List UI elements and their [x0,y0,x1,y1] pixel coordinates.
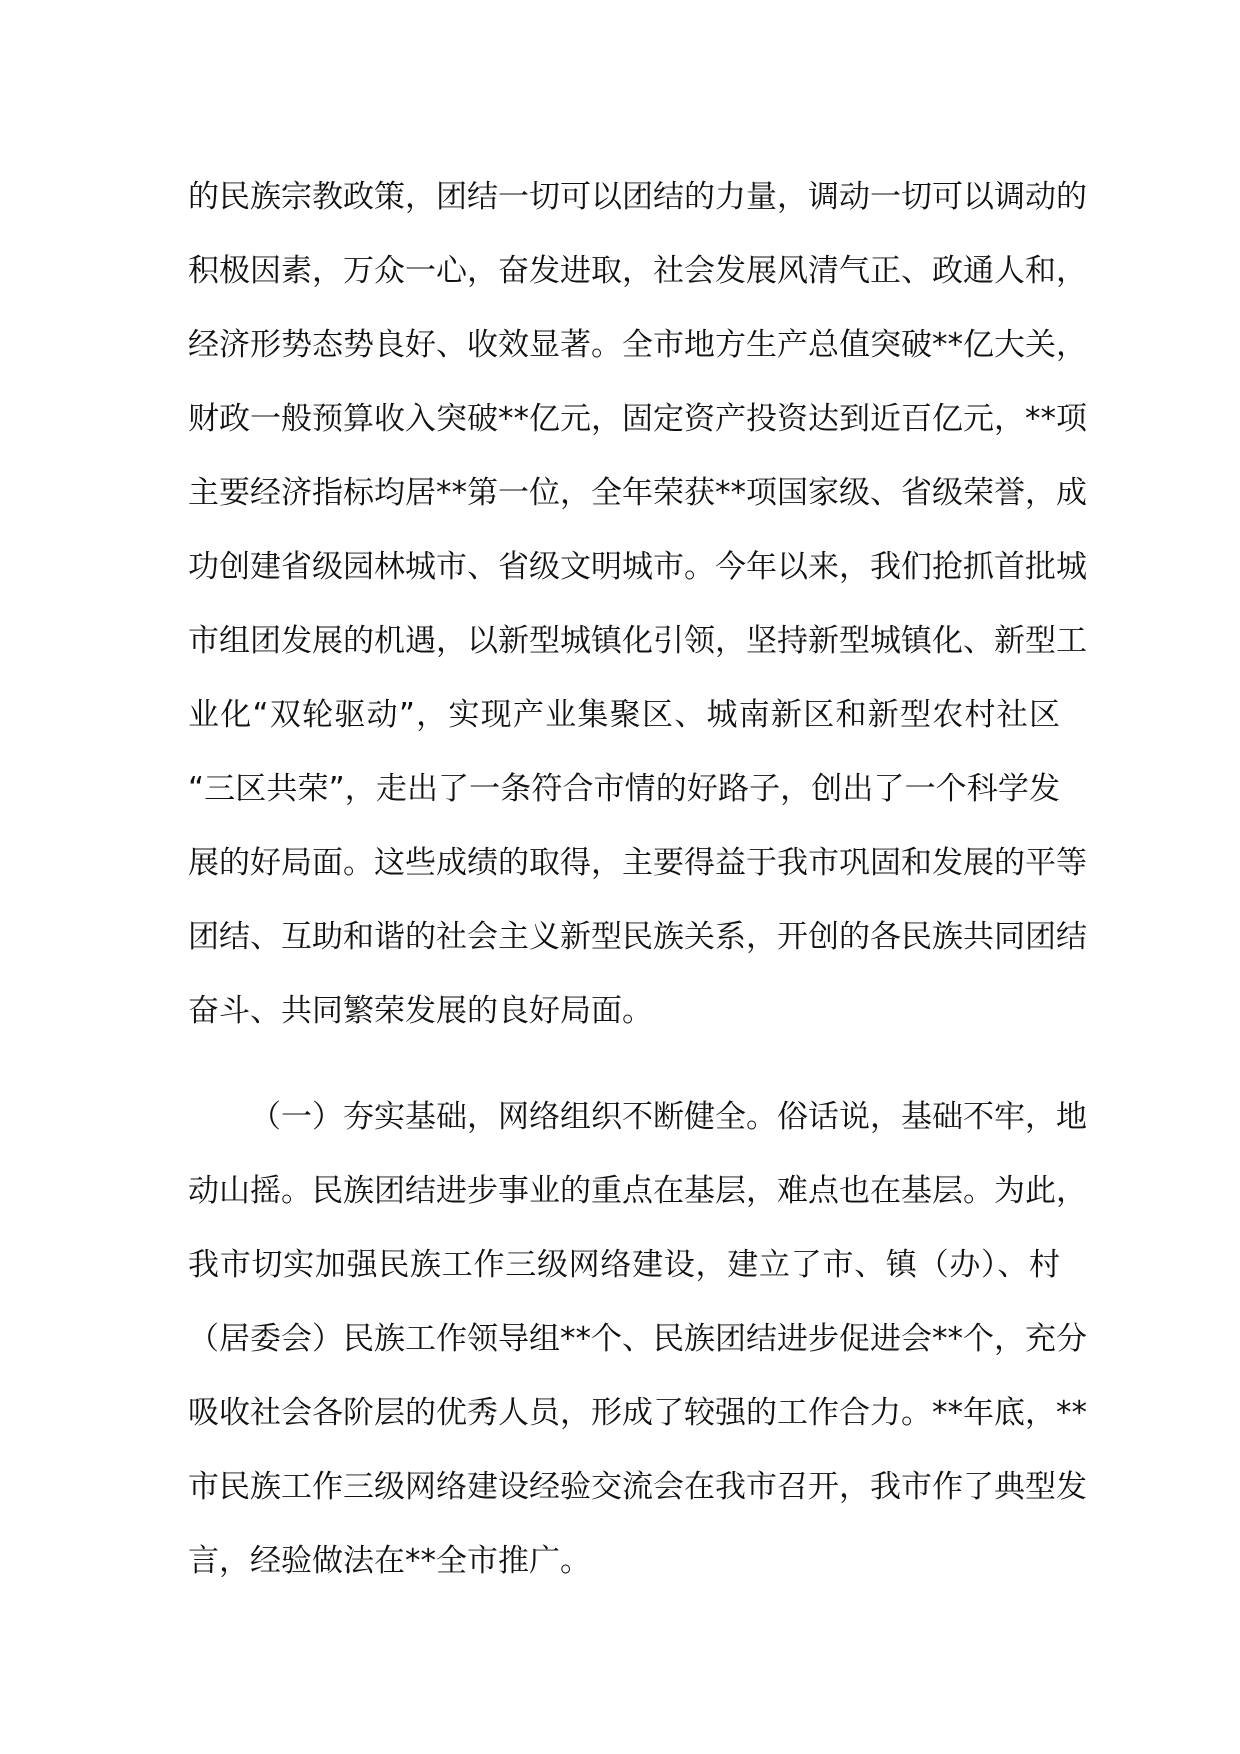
paragraph-line: 展的好局面。这些成绩的取得，主要得益于我市巩固和发展的平等 [188,845,1087,881]
paragraph-line: 动山摇。民族团结进步事业的重点在基层，难点也在基层。为此， [188,1173,1087,1209]
paragraph-line: 财政一般预算收入突破**亿元，固定资产投资达到近百亿元，**项 [188,401,1087,437]
paragraph-line: 奋斗、共同繁荣发展的良好局面。 [188,993,653,1029]
paragraph-line: （居委会）民族工作领导组**个、民族团结进步促进会**个，充分 [188,1321,1087,1357]
paragraph-line: 市民族工作三级网络建设经验交流会在我市召开，我市作了典型发 [188,1469,1087,1505]
paragraph-line: （一）夯实基础，网络组织不断健全。俗话说，基础不牢，地 [250,1099,1087,1135]
paragraph-line: 的民族宗教政策，团结一切可以团结的力量，调动一切可以调动的 [188,179,1087,215]
paragraph-line: 团结、互助和谐的社会主义新型民族关系，开创的各民族共同团结 [188,919,1087,955]
paragraph-line: “三区共荣”，走出了一条符合市情的好路子，创出了一个科学发 [188,771,1060,807]
paragraph-line: 经济形势态势良好、收效显著。全市地方生产总值突破**亿大关， [188,327,1087,363]
paragraph-2 [188,1080,1087,1598]
paragraph-line: 我市切实加强民族工作三级网络建设，建立了市、镇（办）、村 [188,1247,1060,1283]
paragraph-line: 功创建省级园林城市、省级文明城市。今年以来，我们抢抓首批城 [188,549,1087,585]
paragraph-1 [188,160,1087,1048]
paragraph-line: 言，经验做法在**全市推广。 [188,1543,591,1579]
paragraph-line: 吸收社会各阶层的优秀人员，形成了较强的工作合力。**年底，** [188,1395,1087,1431]
paragraph-line: 积极因素，万众一心，奋发进取，社会发展风清气正、政通人和， [188,253,1087,289]
paragraph-line: 市组团发展的机遇，以新型城镇化引领，坚持新型城镇化、新型工 [188,623,1087,659]
paragraph-line: 主要经济指标均居**第一位，全年荣获**项国家级、省级荣誉，成 [188,475,1087,511]
paragraph-line: 业化“双轮驱动”，实现产业集聚区、城南新区和新型农村社区 [188,697,1060,733]
